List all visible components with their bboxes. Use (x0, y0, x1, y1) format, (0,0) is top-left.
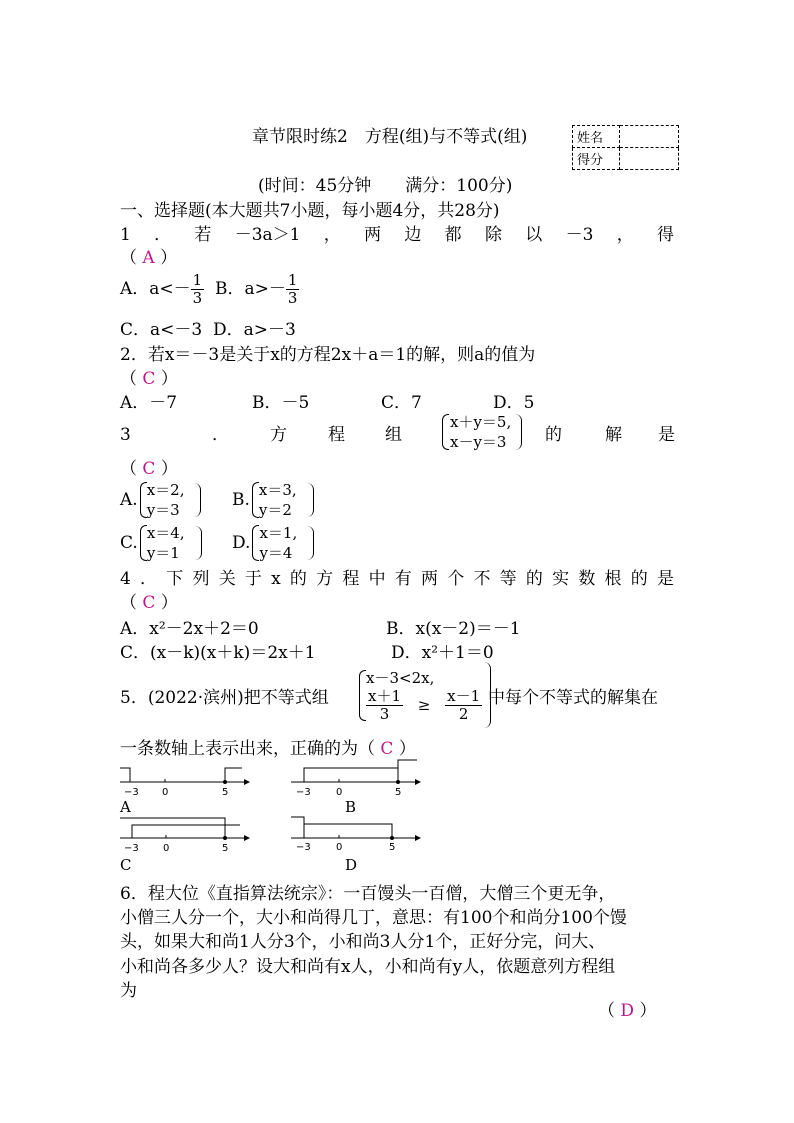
tick-d-neg3: −3 (296, 842, 311, 853)
q1-option-b: B．a>－ (215, 279, 286, 299)
tick-d-5: 5 (389, 842, 396, 853)
name-field[interactable] (620, 126, 679, 148)
q1-options-cd (120, 320, 296, 340)
label-a: A (120, 798, 131, 816)
q1-stem: 1．若－3a＞1，两边都除以－3，得 (120, 225, 674, 245)
tick-a-5: 5 (222, 787, 229, 798)
q3-word-3: 组 (385, 425, 402, 445)
tick-b-0: 0 (336, 787, 343, 798)
label-d: D (345, 856, 358, 874)
q2-option-d: D．5 (493, 393, 535, 413)
q1-answer-paren: （ A ） (120, 248, 178, 268)
q1-option-d: D．a>－3 (213, 320, 296, 340)
q6-line-5: 为 (120, 981, 137, 1001)
q2-answer-paren: （ C ） (120, 369, 178, 389)
q1-option-a: A．a<－ (120, 279, 191, 299)
q3-number: 3 (120, 425, 131, 445)
q3-tail-3: 是 (658, 425, 675, 445)
q2-stem: 2．若x＝－3是关于x的方程2x＋a＝1的解，则a的值为 (120, 345, 536, 365)
tick-d-0: 0 (336, 842, 343, 853)
q6-line-2: 小僧三人分一个，大小和尚得几丁，意思：有100个和尚分100个馒 (120, 908, 627, 928)
tick-c-0: 0 (163, 843, 170, 854)
q1-options-ab (120, 272, 299, 307)
q4-option-a: A．x²－2x＋2＝0 (120, 619, 259, 639)
q5-system: x－3<2x, $\frac{x+1}{3}$ ≥ $\frac{x-1}{2}$ (357, 662, 491, 728)
q3-word-2: 程 (328, 425, 345, 445)
q4-answer-paren: （ C ） (120, 593, 178, 613)
q5-suffix: 中每个不等式的解集在 (488, 688, 658, 708)
q1-option-c: C．a<－3 (120, 320, 203, 340)
q3-system: x＋y＝5, x－y＝3 (440, 412, 522, 452)
q1-fraction-b: $\frac{1}{3}$ (287, 271, 298, 307)
q3-option-c: C. x＝4, y＝1 (120, 523, 202, 563)
tick-a-0: 0 (162, 787, 169, 798)
q1-answer: A (142, 248, 155, 268)
numberline-d (289, 812, 421, 854)
time-line: (时间：45分钟 满分：100分) (258, 176, 513, 196)
info-table (572, 125, 679, 170)
name-label: 姓名 (573, 126, 620, 148)
q4-answer: C (142, 593, 156, 613)
numberline-b (289, 756, 421, 802)
numberline-a (118, 762, 250, 802)
q3-option-b: B. x＝3, y＝2 (232, 480, 314, 520)
q3-answer: C (142, 459, 156, 479)
q2-option-b: B．－5 (252, 393, 310, 413)
q3-option-a: A. x＝2, y＝3 (120, 480, 201, 520)
q3-word-1: 方 (270, 425, 287, 445)
q5-line2: 一条数轴上表示出来，正确的为（ C ） (120, 739, 416, 759)
q4-option-c: C．(x－k)(x＋k)＝2x＋1 (120, 643, 316, 663)
q3-tail-2: 解 (605, 425, 622, 445)
q2-answer: C (142, 369, 156, 389)
tick-c-5: 5 (222, 843, 229, 854)
section-heading: 一、选择题(本大题共7小题，每小题4分，共28分) (120, 201, 500, 221)
score-label: 得分 (573, 148, 620, 170)
tick-a-neg3: −3 (124, 787, 139, 798)
q3-option-d: D. x＝1, y＝4 (232, 523, 314, 563)
q2-option-a: A．－7 (120, 393, 178, 413)
tick-b-5: 5 (395, 787, 402, 798)
q4-option-d: D．x²＋1＝0 (391, 643, 494, 663)
q5-prefix: 5．(2022·滨州)把不等式组 (120, 688, 329, 708)
tick-c-neg3: −3 (124, 843, 139, 854)
q3-dot: ． (212, 425, 229, 445)
label-c: C (120, 856, 132, 874)
q6-answer: D (620, 1001, 635, 1021)
q5-answer: C (380, 739, 394, 759)
q2-option-c: C．7 (381, 393, 422, 413)
tick-b-neg3: −3 (296, 787, 311, 798)
q6-line-3: 头，如果大和尚1人分3个，小和尚3人分1个，正好分完，问大、 (120, 932, 606, 952)
q3-answer-paren: （ C ） (120, 459, 178, 479)
q4-stem: 4．下列关于x的方程中有两个不等的实数根的是 (120, 569, 674, 589)
numberline-c (118, 814, 250, 854)
q4-option-b: B．x(x－2)＝－1 (386, 619, 521, 639)
page-title: 章节限时练2 方程(组)与不等式(组) (252, 127, 528, 147)
q1-fraction-a: $\frac{1}{3}$ (192, 271, 203, 307)
score-field[interactable] (620, 148, 679, 170)
q6-line-1: 6．程大位《直指算法统宗》：一百馒头一百僧，大僧三个更无争， (120, 884, 616, 904)
q3-tail-1: 的 (545, 425, 562, 445)
q6-answer-paren: （ D ） (598, 1001, 657, 1021)
label-b: B (345, 798, 357, 816)
q6-line-4: 小和尚各多少人？设大和尚有x人，小和尚有y人，依题意列方程组 (120, 957, 616, 977)
